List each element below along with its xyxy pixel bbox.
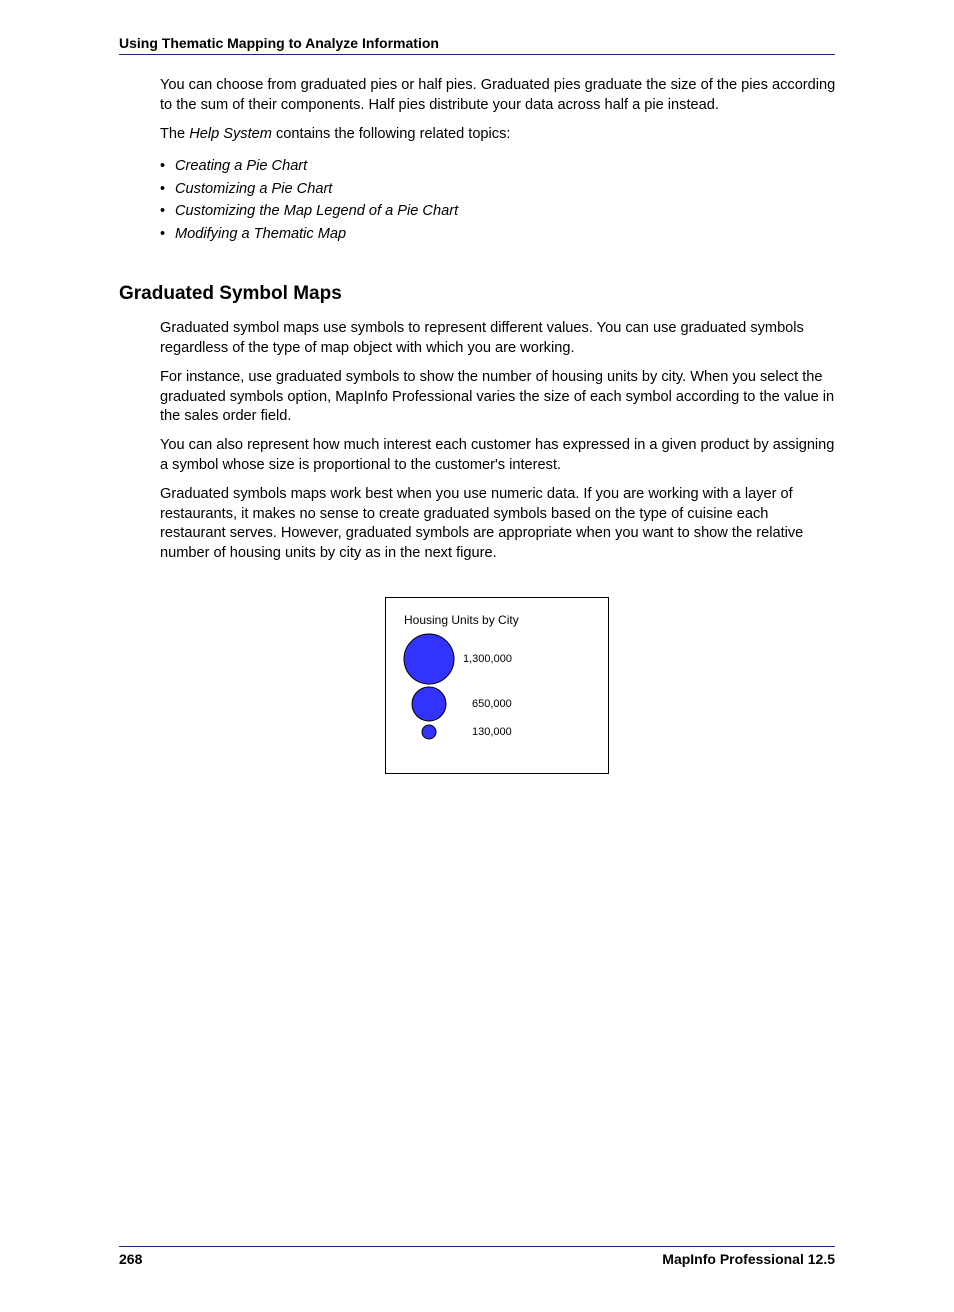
legend-label-1300000: 1,300,000 — [463, 653, 512, 665]
product-name: MapInfo Professional 12.5 — [662, 1251, 835, 1267]
list-item: • Creating a Pie Chart — [160, 158, 308, 174]
section-paragraph-2: For instance, use graduated symbols to show the number of housing units by city. When you select the graduated symbols option, MapInfo Professional varies the size of each symbol according to the value in the sales order field. — [160, 369, 835, 425]
section-paragraph-4: Graduated symbols maps work best when you use numeric data. If you are working with a layer of restaurants, it makes no sense to create graduated symbols based on the type of cuisine each restaurant serves. However, graduated symbols are appropriate when you want to show the relative number of housing units by city as in the next figure. — [160, 486, 804, 561]
list-item: • Customizing a Pie Chart — [160, 180, 333, 197]
legend-label-650000: 650,000 — [472, 698, 512, 710]
list-item: • Modifying a Thematic Map — [160, 225, 347, 242]
running-header — [119, 34, 835, 55]
housing-units-figure — [385, 597, 609, 774]
section-paragraph-3: You can also represent how much interest each customer has expressed in a given product by assigning a symbol whose size is proportional to the customer's interest. — [160, 437, 835, 473]
symbol-130000 — [422, 725, 436, 739]
intro-paragraph-1: You can choose from graduated pies or half pies. Graduated pies graduate the size of the pies according to the sum of their components. Half pies distribute your data across half a pie instead. — [160, 77, 836, 113]
section-heading: Graduated Symbol Maps — [119, 283, 342, 304]
list-item: • Customizing the Map Legend of a Pie Chart — [160, 203, 459, 219]
running-header-title: Using Thematic Mapping to Analyze Information — [119, 35, 439, 51]
section-paragraph-1: Graduated symbol maps use symbols to represent different values. You can use graduated symbols regardless of the type of map object with which you are working. — [160, 320, 804, 356]
symbol-650000 — [412, 687, 446, 721]
bullet-icon: • — [160, 158, 166, 174]
page-footer — [119, 1246, 835, 1267]
intro-paragraph-2: The Help System contains the following related topics: — [160, 126, 511, 142]
legend-label-130000: 130,000 — [472, 726, 512, 738]
bullet-icon: • — [160, 180, 166, 197]
figure-title: Housing Units by City — [404, 613, 519, 627]
bullet-icon: • — [160, 225, 166, 242]
related-topics-list — [160, 156, 800, 246]
symbol-1300000 — [404, 634, 454, 684]
page-number: 268 — [119, 1251, 143, 1267]
graduated-symbol-legend — [386, 598, 608, 773]
bullet-icon: • — [160, 203, 166, 219]
